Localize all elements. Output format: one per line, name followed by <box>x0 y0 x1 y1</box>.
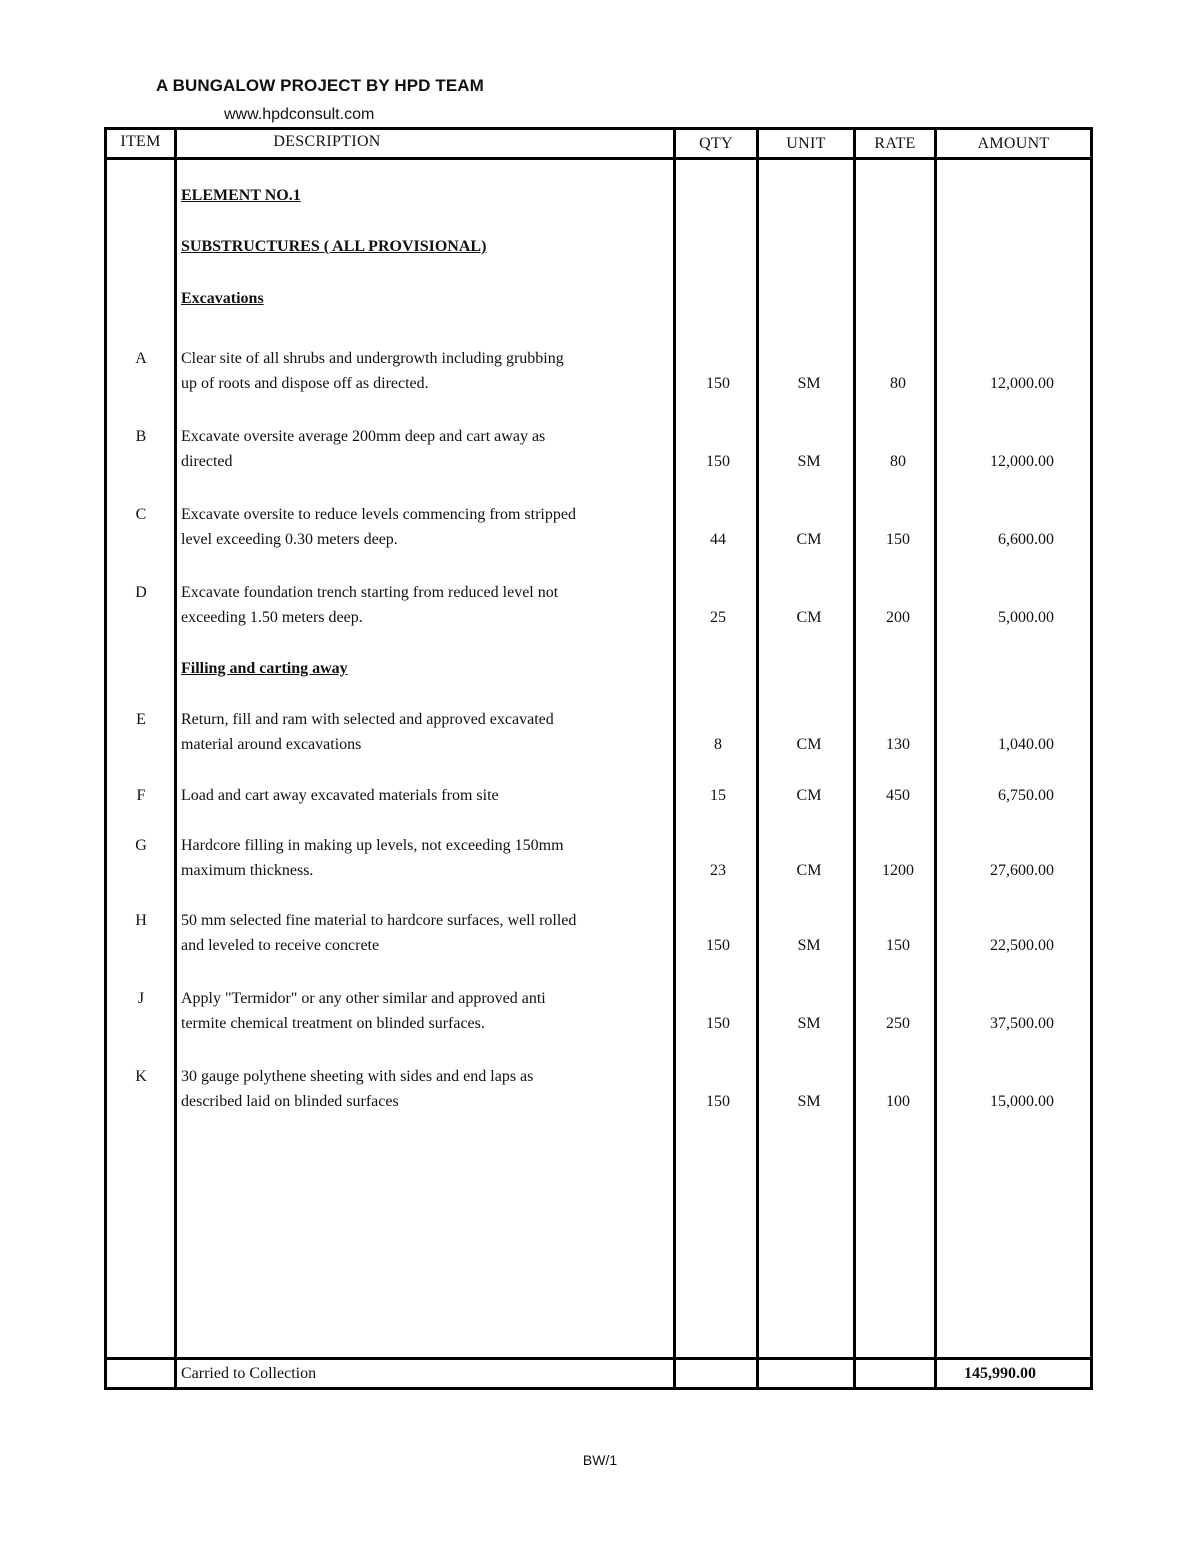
item-unit: CM <box>796 736 822 753</box>
description-line: level exceeding 0.30 meters deep. <box>181 531 398 548</box>
description-line: Load and cart away excavated materials from site <box>181 787 499 804</box>
item-rate: 150 <box>886 937 910 954</box>
item-amount: 6,600.00 <box>998 531 1054 548</box>
description-line: Excavate oversite average 200mm deep and cart away as <box>181 428 546 445</box>
item-description <box>181 783 673 808</box>
description-line: Return, fill and ram with selected and approved excavated <box>181 711 554 728</box>
item-description <box>181 1064 673 1114</box>
item-code: E <box>136 711 146 728</box>
description-line: Clear site of all shrubs and undergrowth including grubbing <box>181 350 564 367</box>
item-rate: 100 <box>886 1093 910 1110</box>
item-description <box>181 424 673 474</box>
item-qty: 25 <box>710 609 726 626</box>
item-rate: 80 <box>890 453 906 470</box>
item-code: B <box>135 428 147 445</box>
description-line: exceeding 1.50 meters deep. <box>181 609 363 626</box>
page-number: BW/1 <box>582 1452 618 1468</box>
column-divider <box>673 130 676 1387</box>
column-divider <box>853 130 856 1387</box>
description-line: Excavate foundation trench starting from reduced level not <box>181 584 559 601</box>
item-unit: SM <box>797 375 821 392</box>
column-divider <box>934 130 937 1387</box>
item-qty: 150 <box>706 1015 730 1032</box>
item-description <box>181 346 673 396</box>
section-heading: SUBSTRUCTURES ( ALL PROVISIONAL) <box>181 238 487 255</box>
header-divider <box>107 157 1090 160</box>
element-heading: ELEMENT NO.1 <box>181 187 301 204</box>
header-rate: RATE <box>874 135 916 152</box>
item-description <box>181 908 673 958</box>
item-description <box>181 707 673 757</box>
description-line: directed <box>181 453 233 470</box>
item-qty: 44 <box>710 531 726 548</box>
item-description <box>181 986 673 1036</box>
description-line: Excavate oversite to reduce levels commencing from stripped <box>181 506 576 523</box>
item-amount: 1,040.00 <box>998 736 1054 753</box>
item-qty: 150 <box>706 375 730 392</box>
description-line: termite chemical treatment on blinded surfaces. <box>181 1015 485 1032</box>
item-rate: 450 <box>886 787 910 804</box>
item-description <box>181 833 673 883</box>
column-divider <box>756 130 759 1387</box>
item-code: K <box>135 1068 147 1085</box>
header-unit: UNIT <box>786 135 826 152</box>
bill-of-quantities-table <box>104 127 1093 1390</box>
description-line: up of roots and dispose off as directed. <box>181 375 429 392</box>
item-qty: 150 <box>706 453 730 470</box>
item-qty: 23 <box>710 862 726 879</box>
item-amount: 12,000.00 <box>990 453 1054 470</box>
item-code: C <box>135 506 147 523</box>
item-code: H <box>135 912 147 929</box>
header-amount: AMOUNT <box>977 135 1050 152</box>
subheading-excavations: Excavations <box>181 290 264 307</box>
header-qty: QTY <box>699 135 733 152</box>
item-rate: 200 <box>886 609 910 626</box>
item-unit: CM <box>796 531 822 548</box>
item-rate: 130 <box>886 736 910 753</box>
item-code: J <box>137 990 145 1007</box>
carried-to-collection-label: Carried to Collection <box>181 1365 317 1382</box>
item-rate: 150 <box>886 531 910 548</box>
item-qty: 15 <box>710 787 726 804</box>
item-unit: SM <box>797 453 821 470</box>
item-code: D <box>135 584 147 601</box>
description-line: described laid on blinded surfaces <box>181 1093 399 1110</box>
website-url: www.hpdconsult.com <box>224 106 375 123</box>
item-amount: 5,000.00 <box>998 609 1054 626</box>
subheading-filling: Filling and carting away <box>181 660 348 677</box>
item-description <box>181 502 673 552</box>
item-description <box>181 580 673 630</box>
footer-divider <box>107 1357 1090 1360</box>
item-rate: 1200 <box>882 862 914 879</box>
item-amount: 22,500.00 <box>990 937 1054 954</box>
item-unit: SM <box>797 1093 821 1110</box>
description-line: maximum thickness. <box>181 862 314 879</box>
item-unit: CM <box>796 862 822 879</box>
item-amount: 6,750.00 <box>998 787 1054 804</box>
item-qty: 8 <box>714 736 722 753</box>
description-line: Apply "Termidor" or any other similar and approved anti <box>181 990 546 1007</box>
description-line: and leveled to receive concrete <box>181 937 380 954</box>
item-unit: CM <box>796 787 822 804</box>
item-amount: 15,000.00 <box>990 1093 1054 1110</box>
item-rate: 80 <box>890 375 906 392</box>
item-unit: SM <box>797 1015 821 1032</box>
item-amount: 37,500.00 <box>990 1015 1054 1032</box>
header-description: DESCRIPTION <box>273 133 381 150</box>
item-rate: 250 <box>886 1015 910 1032</box>
item-amount: 12,000.00 <box>990 375 1054 392</box>
item-code: A <box>135 350 147 367</box>
document-title: A BUNGALOW PROJECT BY HPD TEAM <box>156 76 484 95</box>
description-line: Hardcore filling in making up levels, not exceeding 150mm <box>181 837 564 854</box>
header-item: ITEM <box>120 133 161 150</box>
item-unit: CM <box>796 609 822 626</box>
item-code: G <box>135 837 147 854</box>
item-amount: 27,600.00 <box>990 862 1054 879</box>
item-qty: 150 <box>706 1093 730 1110</box>
item-unit: SM <box>797 937 821 954</box>
item-code: F <box>136 787 146 804</box>
carried-to-collection-total: 145,990.00 <box>964 1365 1036 1382</box>
column-divider <box>174 130 177 1387</box>
description-line: material around excavations <box>181 736 362 753</box>
item-qty: 150 <box>706 937 730 954</box>
description-line: 30 gauge polythene sheeting with sides and end laps as <box>181 1068 534 1085</box>
description-line: 50 mm selected fine material to hardcore surfaces, well rolled <box>181 912 577 929</box>
